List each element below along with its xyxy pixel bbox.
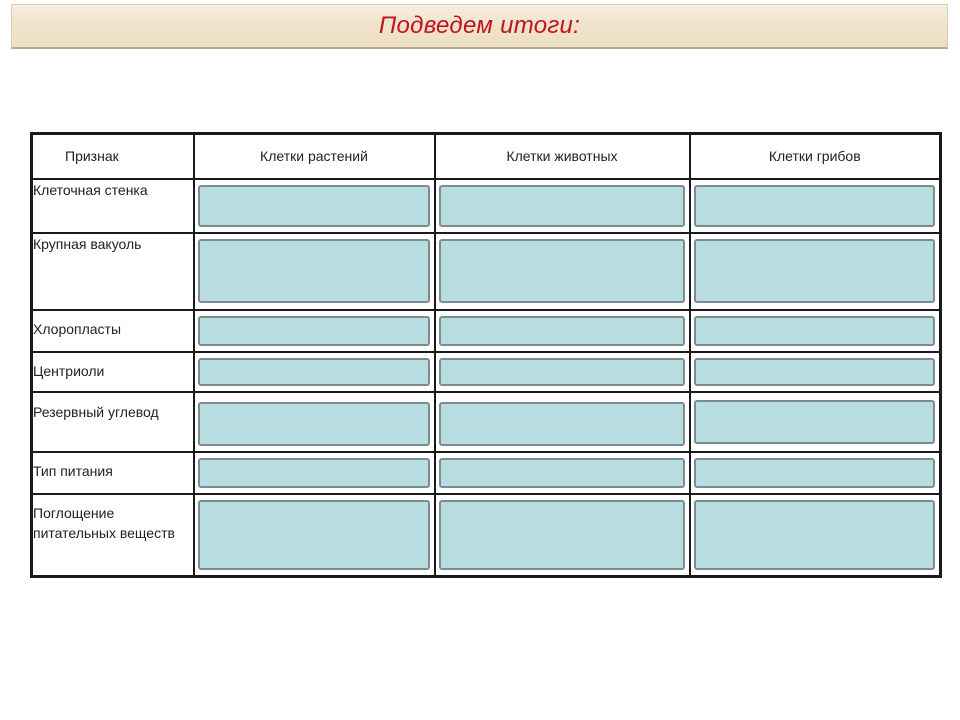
fungi-cell: [690, 233, 941, 310]
answer-box[interactable]: [694, 458, 936, 488]
answer-box[interactable]: [694, 239, 936, 303]
page-title: Подведем итоги:: [378, 12, 581, 39]
answer-box[interactable]: [439, 458, 685, 488]
answer-box[interactable]: [694, 400, 936, 444]
answer-box[interactable]: [439, 239, 685, 303]
feature-cell: Клеточная стенка: [32, 179, 194, 233]
answer-box[interactable]: [439, 358, 685, 386]
table-row: [32, 233, 941, 310]
header-animals: Клетки животных: [435, 134, 690, 179]
fungi-cell: [690, 494, 941, 577]
table-row: [32, 494, 941, 577]
fungi-cell: [690, 352, 941, 392]
answer-box[interactable]: [439, 185, 685, 227]
plants-cell: [194, 233, 435, 310]
answer-box[interactable]: [694, 316, 936, 346]
animals-cell: [435, 452, 690, 494]
title-bar: [11, 4, 948, 49]
answer-box[interactable]: [198, 500, 430, 570]
answer-box[interactable]: [694, 185, 936, 227]
feature-cell: Крупная вакуоль: [32, 233, 194, 310]
answer-box[interactable]: [198, 458, 430, 488]
plants-cell: [194, 310, 435, 352]
header-fungi: Клетки грибов: [690, 134, 941, 179]
answer-box[interactable]: [198, 358, 430, 386]
header-plants: Клетки растений: [194, 134, 435, 179]
header-feature: Признак: [32, 134, 194, 179]
feature-cell: Центриоли: [32, 352, 194, 392]
feature-cell: Поглощение питательных веществ: [32, 494, 194, 577]
table-row: [32, 352, 941, 392]
table-row: [32, 452, 941, 494]
feature-cell: Тип питания: [32, 452, 194, 494]
plants-cell: [194, 494, 435, 577]
fungi-cell: [690, 392, 941, 452]
plants-cell: [194, 452, 435, 494]
animals-cell: [435, 392, 690, 452]
animals-cell: [435, 179, 690, 233]
feature-cell: Резервный углевод: [32, 392, 194, 452]
table-row: [32, 310, 941, 352]
animals-cell: [435, 310, 690, 352]
fungi-cell: [690, 452, 941, 494]
fungi-cell: [690, 310, 941, 352]
feature-cell: Хлоропласты: [32, 310, 194, 352]
animals-cell: [435, 352, 690, 392]
plants-cell: [194, 352, 435, 392]
fungi-cell: [690, 179, 941, 233]
comparison-table: [30, 132, 942, 578]
answer-box[interactable]: [439, 316, 685, 346]
animals-cell: [435, 233, 690, 310]
answer-box[interactable]: [694, 500, 936, 570]
answer-box[interactable]: [694, 358, 936, 386]
plants-cell: [194, 179, 435, 233]
table-row: [32, 179, 941, 233]
answer-box[interactable]: [198, 402, 430, 446]
answer-box[interactable]: [439, 402, 685, 446]
plants-cell: [194, 392, 435, 452]
answer-box[interactable]: [439, 500, 685, 570]
animals-cell: [435, 494, 690, 577]
answer-box[interactable]: [198, 316, 430, 346]
header-row: [32, 134, 941, 179]
table-row: [32, 392, 941, 452]
answer-box[interactable]: [198, 239, 430, 303]
answer-box[interactable]: [198, 185, 430, 227]
